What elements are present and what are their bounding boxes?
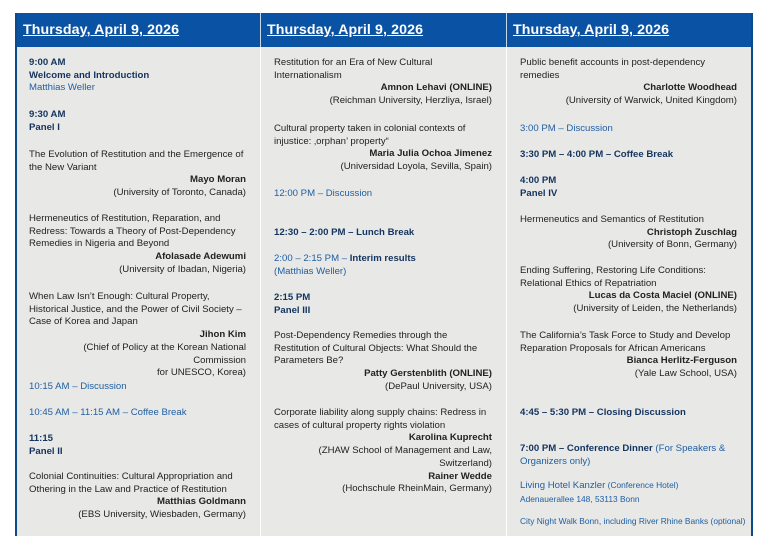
speaker-name: Charlotte Woodhead (643, 82, 737, 94)
talk-item (274, 57, 492, 108)
speaker-affiliation: (EBS University, Wiesbaden, Germany) (78, 509, 246, 521)
talk-title: Cultural property taken in colonial contexts of (274, 123, 466, 134)
panel-3-heading (274, 292, 492, 317)
panel-time: 2:15 PM (274, 292, 311, 303)
talk-title: Restitution for an Era of New Cultural (274, 57, 433, 68)
talk-item (29, 149, 246, 200)
discussion-item: 12:00 PM – Discussion (274, 188, 373, 199)
speaker-name: Jihon Kim (199, 329, 246, 341)
night-walk-item: City Night Walk Bonn, including River Rhine Banks (optional) (520, 516, 746, 526)
hotel-address: Adenauerallee 148, 53113 Bonn (520, 493, 640, 504)
talk-title: Historical Justice, and the Power of Civil Society – (29, 303, 242, 315)
speaker-affiliation: (Universidad Loyola, Sevilla, Spain) (340, 161, 492, 173)
talk-title: remedies (520, 69, 560, 81)
panel-time: 4:00 PM (520, 175, 557, 186)
column-1 (17, 47, 260, 536)
talk-title: Case of Korea and Japan (29, 316, 138, 328)
day-header-2: Thursday, April 9, 2026 (260, 13, 506, 47)
panel-title: Panel I (29, 121, 60, 133)
talk-title: Othering in the Law and Practice of Restitution (29, 483, 227, 495)
interim-title: Interim results (349, 253, 416, 264)
talk-item (29, 291, 246, 380)
interim-speaker: (Matthias Weller) (274, 265, 347, 277)
dinner-note: (For Speakers & (652, 443, 726, 454)
panel-title: Panel II (29, 445, 63, 457)
talk-title: Parameters Be? (274, 355, 344, 367)
speaker-name: Maria Julia Ochoa Jimenez (369, 148, 492, 160)
header-row (17, 13, 751, 47)
panel-4-heading (520, 175, 737, 200)
talk-title: Redress: Towards a Theory of Post-Dependency (29, 225, 236, 237)
talk-title: injustice: ‚orphan’ property“ (274, 135, 389, 147)
talk-item (29, 213, 246, 277)
speaker-affiliation: (Reichman University, Herzliya, Israel) (329, 95, 492, 107)
speaker-name: Amnon Lehavi (ONLINE) (380, 82, 492, 94)
conference-dinner-item (520, 443, 737, 468)
talk-item (274, 330, 492, 394)
speaker-affiliation: (University of Toronto, Canada) (113, 187, 246, 199)
speaker-affiliation: (Hochschule RheinMain, Germany) (342, 483, 492, 495)
column-2 (260, 47, 506, 536)
interim-time: 2:00 – 2:15 PM – (274, 253, 350, 264)
session-speaker: Matthias Weller (29, 82, 95, 94)
speaker-affiliation: (Yale Law School, USA) (634, 368, 737, 380)
talk-title: the New Variant (29, 161, 97, 173)
speaker-affiliation: (University of Leiden, the Netherlands) (573, 303, 737, 315)
talk-item (520, 265, 737, 316)
talk-item (520, 214, 737, 252)
speaker-affiliation: (University of Ibadan, Nigeria) (119, 263, 246, 275)
talk-title: Hermeneutics and Semantics of Restitution (520, 214, 704, 225)
coffee-break-item: 10:45 AM – 11:15 AM – Coffee Break (29, 407, 187, 418)
talk-title: Internationalism (274, 69, 342, 81)
day-header-1: Thursday, April 9, 2026 (23, 22, 180, 38)
speaker-name: Bianca Herlitz-Ferguson (626, 355, 737, 367)
discussion-item: 10:15 AM – Discussion (29, 381, 127, 392)
discussion-item: 3:00 PM – Discussion (520, 123, 613, 134)
talk-title: Reparation Proposals for African Americans (520, 342, 706, 354)
dinner-title: 7:00 PM – Conference Dinner (520, 443, 653, 454)
talk-title: cases of cultural property rights violation (274, 419, 446, 431)
speaker-name: Karolina Kuprecht (408, 432, 492, 444)
talk-title: Hermeneutics of Restitution, Reparation, and (29, 213, 221, 224)
talk-item (29, 471, 246, 522)
talk-title: Public benefit accounts in post-dependency (520, 57, 706, 68)
panel-2-heading (29, 433, 246, 458)
welcome-block (29, 57, 246, 95)
speaker-name: Afolasade Adewumi (155, 251, 246, 263)
column-3 (506, 47, 751, 536)
talk-title: When Law Isn’t Enough: Cultural Property, (29, 291, 210, 302)
speaker-affiliation: (University of Warwick, United Kingdom) (565, 95, 737, 107)
talk-title: The California’s Task Force to Study and Develop (520, 330, 731, 341)
speaker-name: Christoph Zuschlag (646, 226, 737, 238)
talk-title: Corporate liability along supply chains: Redress in (274, 407, 487, 418)
talk-title: The Evolution of Restitution and the Emergence of (29, 149, 244, 160)
speaker-name: Matthias Goldmann (156, 496, 246, 508)
hotel-item (520, 479, 737, 505)
hotel-note: (Conference Hotel) (605, 480, 679, 490)
session-time: 9:00 AM (29, 57, 66, 68)
speaker-affiliation: for UNESCO, Korea) (156, 367, 246, 379)
speaker-affiliation: (ZHAW School of Management and Law, (318, 445, 492, 457)
talk-title: Ending Suffering, Restoring Life Conditions: (520, 265, 706, 276)
lunch-break-item: 12:30 – 2:00 PM – Lunch Break (274, 227, 415, 238)
hotel-name: Living Hotel Kanzler (520, 480, 606, 491)
program-table (15, 13, 753, 536)
speaker-affiliation: Switzerland) (439, 457, 492, 469)
panel-title: Panel III (274, 304, 311, 316)
talk-item (274, 407, 492, 496)
talk-item (520, 330, 737, 381)
dinner-note: Organizers only) (520, 455, 591, 467)
coffee-break-item: 3:30 PM – 4:00 PM – Coffee Break (520, 149, 674, 160)
speaker-affiliation: (DePaul University, USA) (385, 380, 492, 392)
panel-time: 9:30 AM (29, 109, 66, 120)
day-header-3: Thursday, April 9, 2026 (506, 13, 751, 47)
speaker-name: Rainer Wedde (428, 470, 492, 482)
talk-item (520, 57, 737, 108)
talk-title: Restitution of Cultural Objects: What Should the (274, 342, 478, 354)
speaker-name: Patty Gerstenblith (ONLINE) (364, 368, 492, 380)
speaker-name: Lucas da Costa Maciel (ONLINE) (588, 290, 737, 302)
panel-title: Panel IV (520, 187, 558, 199)
closing-discussion-item: 4:45 – 5:30 PM – Closing Discussion (520, 407, 686, 418)
speaker-affiliation: (University of Bonn, Germany) (607, 239, 737, 251)
talk-title: Colonial Continuities: Cultural Appropriation and (29, 471, 233, 482)
speaker-affiliation: (Chief of Policy at the Korean National Commission (83, 341, 246, 366)
talk-title: Remedies in Nigeria and Beyond (29, 238, 170, 250)
talk-title: Relational Ethics of Repatriation (520, 277, 657, 289)
program-body (17, 47, 751, 536)
session-title: Welcome and Introduction (29, 69, 150, 81)
talk-item (274, 123, 492, 174)
panel-1-heading (29, 109, 246, 134)
panel-time: 11:15 (29, 433, 54, 444)
talk-title: Post-Dependency Remedies through the (274, 330, 448, 341)
interim-results-item (274, 253, 492, 278)
speaker-name: Mayo Moran (190, 174, 246, 186)
